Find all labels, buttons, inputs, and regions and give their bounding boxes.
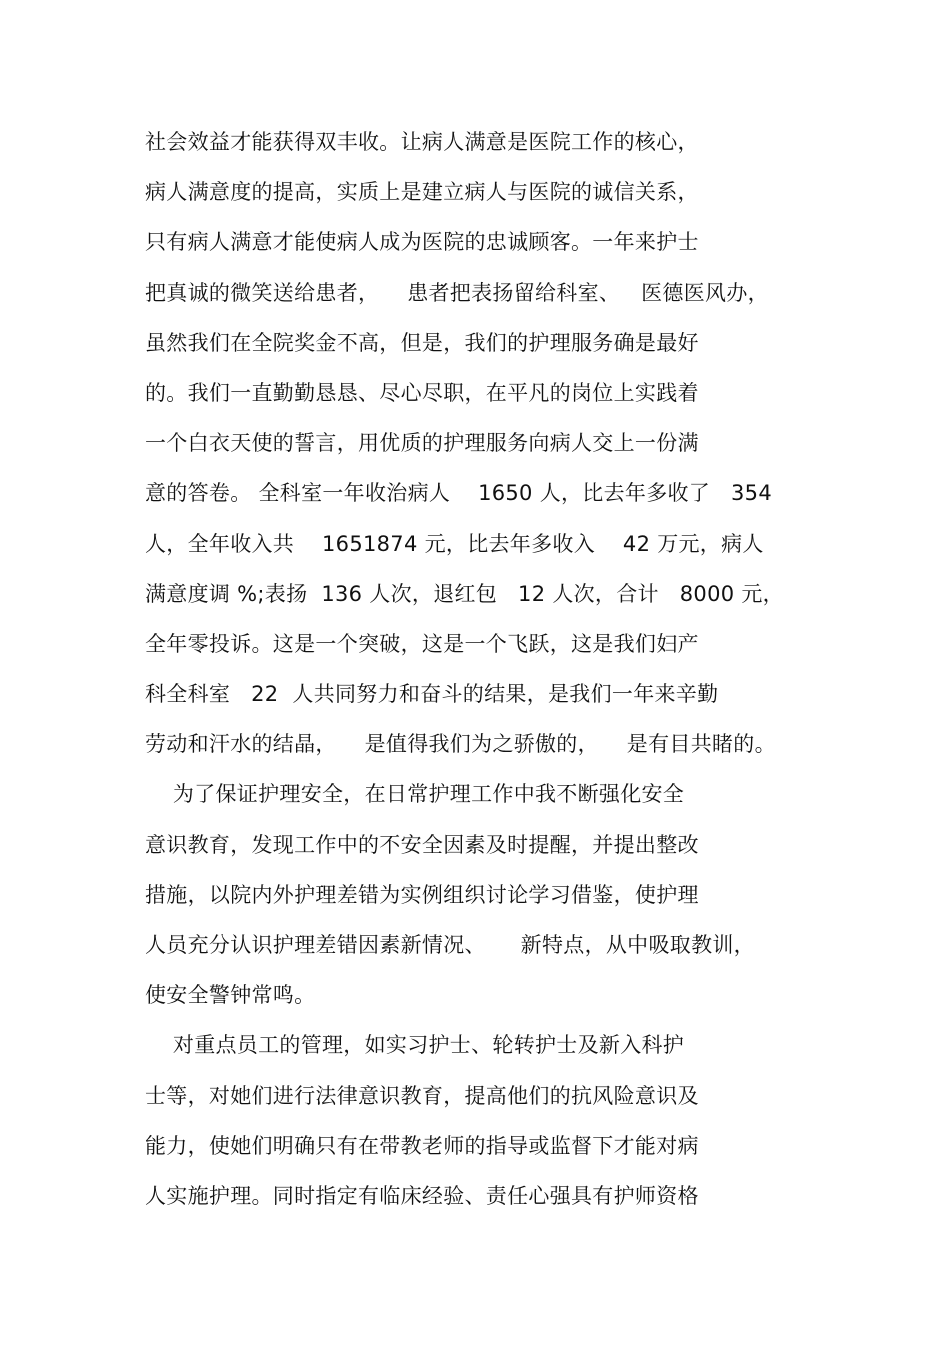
text-line: 措施，以院内外护理差错为实例组织讨论学习借鉴，使护理 xyxy=(145,882,699,907)
text-line: 虽然我们在全院奖金不高，但是，我们的护理服务确是最好 xyxy=(145,330,699,355)
text-line: 全年零投诉。这是一个突破，这是一个飞跃，这是我们妇产 xyxy=(145,631,699,656)
text-line: 人员充分认识护理差错因素新情况、 新特点，从中吸取教训， xyxy=(145,933,755,957)
text-line: 的。我们一直勤勤恳恳、尽心尽职，在平凡的岗位上实践着 xyxy=(145,380,699,405)
body-text xyxy=(145,122,815,1226)
paragraph-start-line: 对重点员工的管理，如实习护士、轮转护士及新入科护 xyxy=(145,1033,685,1058)
text-line: 科全科室 22 人共同努力和奋斗的结果，是我们一年来辛勤 xyxy=(145,682,719,707)
text-line: 社会效益才能获得双丰收。让病人满意是医院工作的核心， xyxy=(145,130,699,154)
paragraph-start-line: 为了保证护理安全，在日常护理工作中我不断强化安全 xyxy=(145,782,685,807)
text-line: 一个白衣天使的誓言，用优质的护理服务向病人交上一份满 xyxy=(145,431,699,456)
text-line: 病人满意度的提高，实质上是建立病人与医院的诚信关系， xyxy=(145,180,699,205)
text-line: 意的答卷。 全科室一年收治病人 1650 人，比去年多收了 354 xyxy=(145,481,773,506)
text-line: 把真诚的微笑送给患者， 患者把表扬留给科室、 医德医风办， xyxy=(145,280,769,305)
text-line: 人，全年收入共 1651874 元，比去年多收入 42 万元，病人 xyxy=(145,531,764,556)
text-line: 士等，对她们进行法律意识教育，提高他们的抗风险意识及 xyxy=(145,1083,699,1108)
text-line: 意识教育，发现工作中的不安全因素及时提醒，并提出整改 xyxy=(145,832,699,857)
text-line: 只有病人满意才能使病人成为医院的忠诚顾客。一年来护士 xyxy=(145,230,699,255)
text-line: 能力，使她们明确只有在带教老师的指导或监督下才能对病 xyxy=(145,1133,699,1158)
text-line: 劳动和汗水的结晶， 是值得我们为之骄傲的， 是有目共睹的。 xyxy=(145,732,776,757)
text-line: 人实施护理。同时指定有临床经验、责任心强具有护师资格 xyxy=(145,1183,699,1208)
text-line: 使安全警钟常鸣。 xyxy=(145,983,316,1008)
text-line: 满意度调 %;表扬 136 人次，退红包 12 人次，合计 8000 元， xyxy=(145,581,784,606)
